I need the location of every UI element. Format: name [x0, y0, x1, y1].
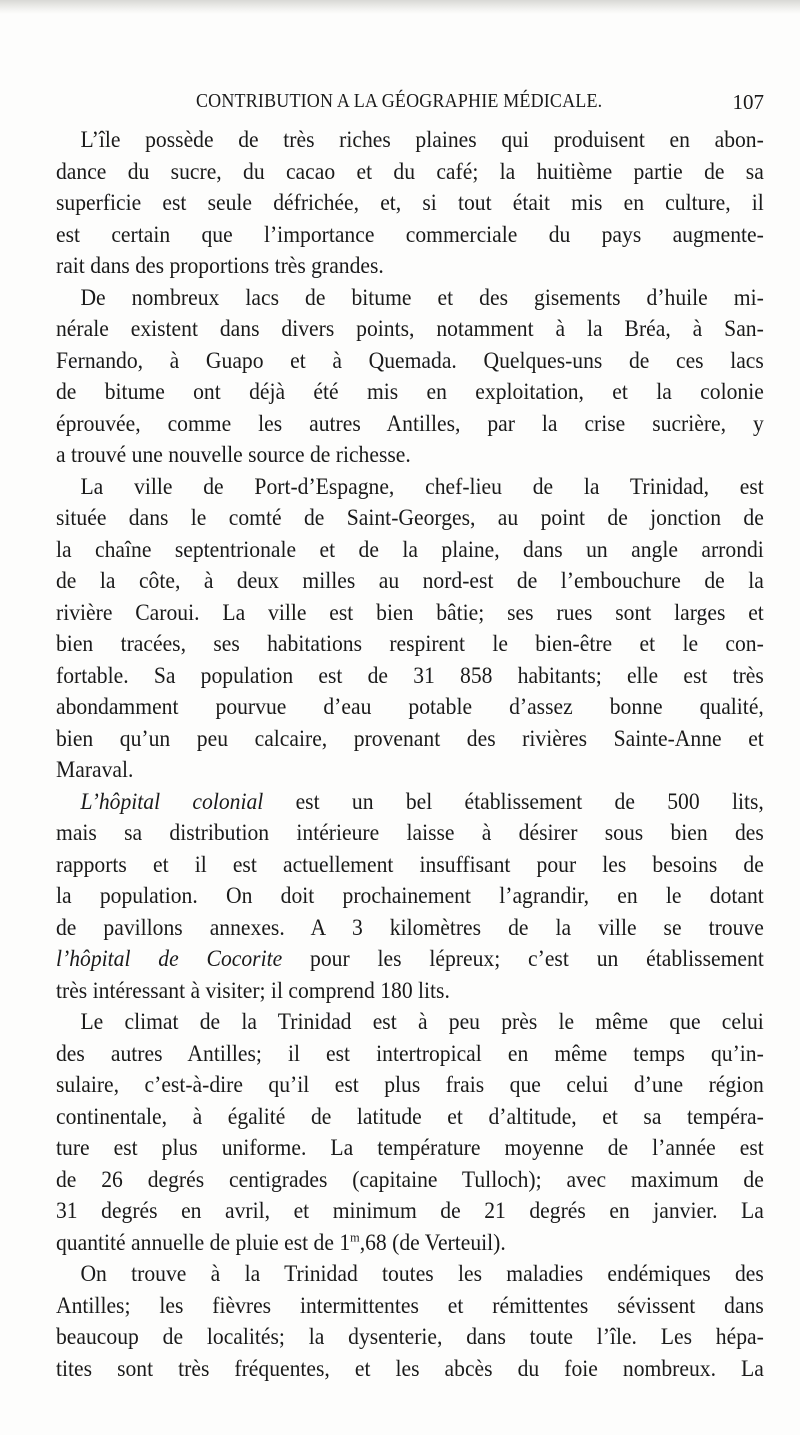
text-line: rait dans des proportions très grandes. [56, 253, 384, 278]
body-text [56, 124, 764, 1384]
running-head [56, 90, 764, 120]
italic-term: L’hôpital colonial [80, 788, 264, 814]
italic-term: l’hôpital de Cocorite [56, 946, 283, 971]
text-line: rivière Caroui. La ville est bien bâtie; ses rues sont larges et [56, 599, 764, 625]
text-line: 31 degrés en avril, et minimum de 21 degrés en janvier. La [56, 1198, 764, 1223]
text-line: L’hôpital colonial est un bel établissement de 500 lits, [80, 788, 764, 814]
text-line: la population. On doit prochainement l’agrandir, en le dotant [56, 883, 764, 908]
text-line: superficie est seule défrichée, et, si tout était mis en culture, il [56, 190, 764, 215]
text-line: beaucoup de localités; la dysenterie, dans toute l’île. Les hépa- [56, 1324, 764, 1349]
text-line: bien qu’un peu calcaire, provenant des rivières Sainte-Anne et [56, 725, 764, 751]
text-line: L’île possède de très riches plaines qui produisent en abon- [80, 127, 764, 152]
text-line: l’hôpital de Cocorite pour les lépreux; c’est un établissement [56, 946, 764, 971]
text-line: bien tracées, ses habitations respirent le bien-être et le con- [56, 631, 764, 656]
text-line: est certain que l’importance commerciale du pays augmente- [56, 221, 764, 247]
text-line: dance du sucre, du cacao et du café; la huitième partie de sa [56, 158, 764, 184]
text-line: mais sa distribution intérieure laisse à désirer sous bien des [56, 820, 764, 845]
text-line: De nombreux lacs de bitume et des gisements d’huile mi- [80, 284, 764, 310]
running-title: CONTRIBUTION A LA GÉOGRAPHIE MÉDICALE. [196, 90, 603, 112]
text-line: Fernando, à Guapo et à Quemada. Quelques-uns de ces lacs [56, 347, 764, 373]
text-line: fortable. Sa population est de 31 858 habitants; elle est très [56, 662, 764, 688]
text-line: Antilles; les fièvres intermittentes et rémittentes sévissent dans [56, 1292, 764, 1318]
text-line: a trouvé une nouvelle source de richesse. [56, 442, 411, 467]
text-line: continentale, à égalité de latitude et d’altitude, et sa tempéra- [56, 1103, 764, 1129]
text-line: On trouve à la Trinidad toutes les maladies endémiques des [80, 1261, 764, 1286]
text-line: des autres Antilles; il est intertropical en même temps qu’in- [56, 1040, 764, 1066]
text-line: de bitume ont déjà été mis en exploitation, et la colonie [56, 379, 764, 404]
text-line: Le climat de la Trinidad est à peu près le même que celui [80, 1009, 764, 1034]
text-line: nérale existent dans divers points, notamment à la Bréa, à San- [56, 316, 764, 341]
text-line: la chaîne septentrionale et de la plaine, dans un angle arrondi [56, 536, 764, 562]
text-line: abondamment pourvue d’eau potable d’assez bonne qualité, [56, 694, 764, 719]
text-line: très intéressant à visiter; il comprend 180 lits. [56, 977, 450, 1003]
text-line: de pavillons annexes. A 3 kilomètres de la ville se trouve [56, 914, 764, 940]
text-line: de la côte, à deux milles au nord-est de l’embouchure de la [56, 568, 764, 593]
scan-edge-shadow [0, 0, 800, 14]
text-line: Maraval. [56, 757, 134, 782]
unit-superscript: m [350, 1228, 360, 1244]
text-line: située dans le comté de Saint-Georges, au point de jonction de [56, 505, 764, 530]
text-line: ture est plus uniforme. La température moyenne de l’année est [56, 1135, 764, 1160]
page-number: 107 [732, 90, 764, 114]
text-line: quantité annuelle de pluie est de 1$^m$,68 (de Verteuil). [56, 1228, 506, 1255]
text-line: tites sont très fréquentes, et les abcès du foie nombreux. La [56, 1355, 764, 1381]
text-line: rapports et il est actuellement insuffisant pour les besoins de [56, 851, 764, 877]
text-line: de 26 degrés centigrades (capitaine Tulloch); avec maximum de [56, 1166, 764, 1192]
text-line: sulaire, c’est-à-dire qu’il est plus frais que celui d’une région [56, 1072, 764, 1097]
text-line: La ville de Port-d’Espagne, chef-lieu de la Trinidad, est [80, 473, 764, 499]
text-line: éprouvée, comme les autres Antilles, par la crise sucrière, y [56, 410, 764, 436]
